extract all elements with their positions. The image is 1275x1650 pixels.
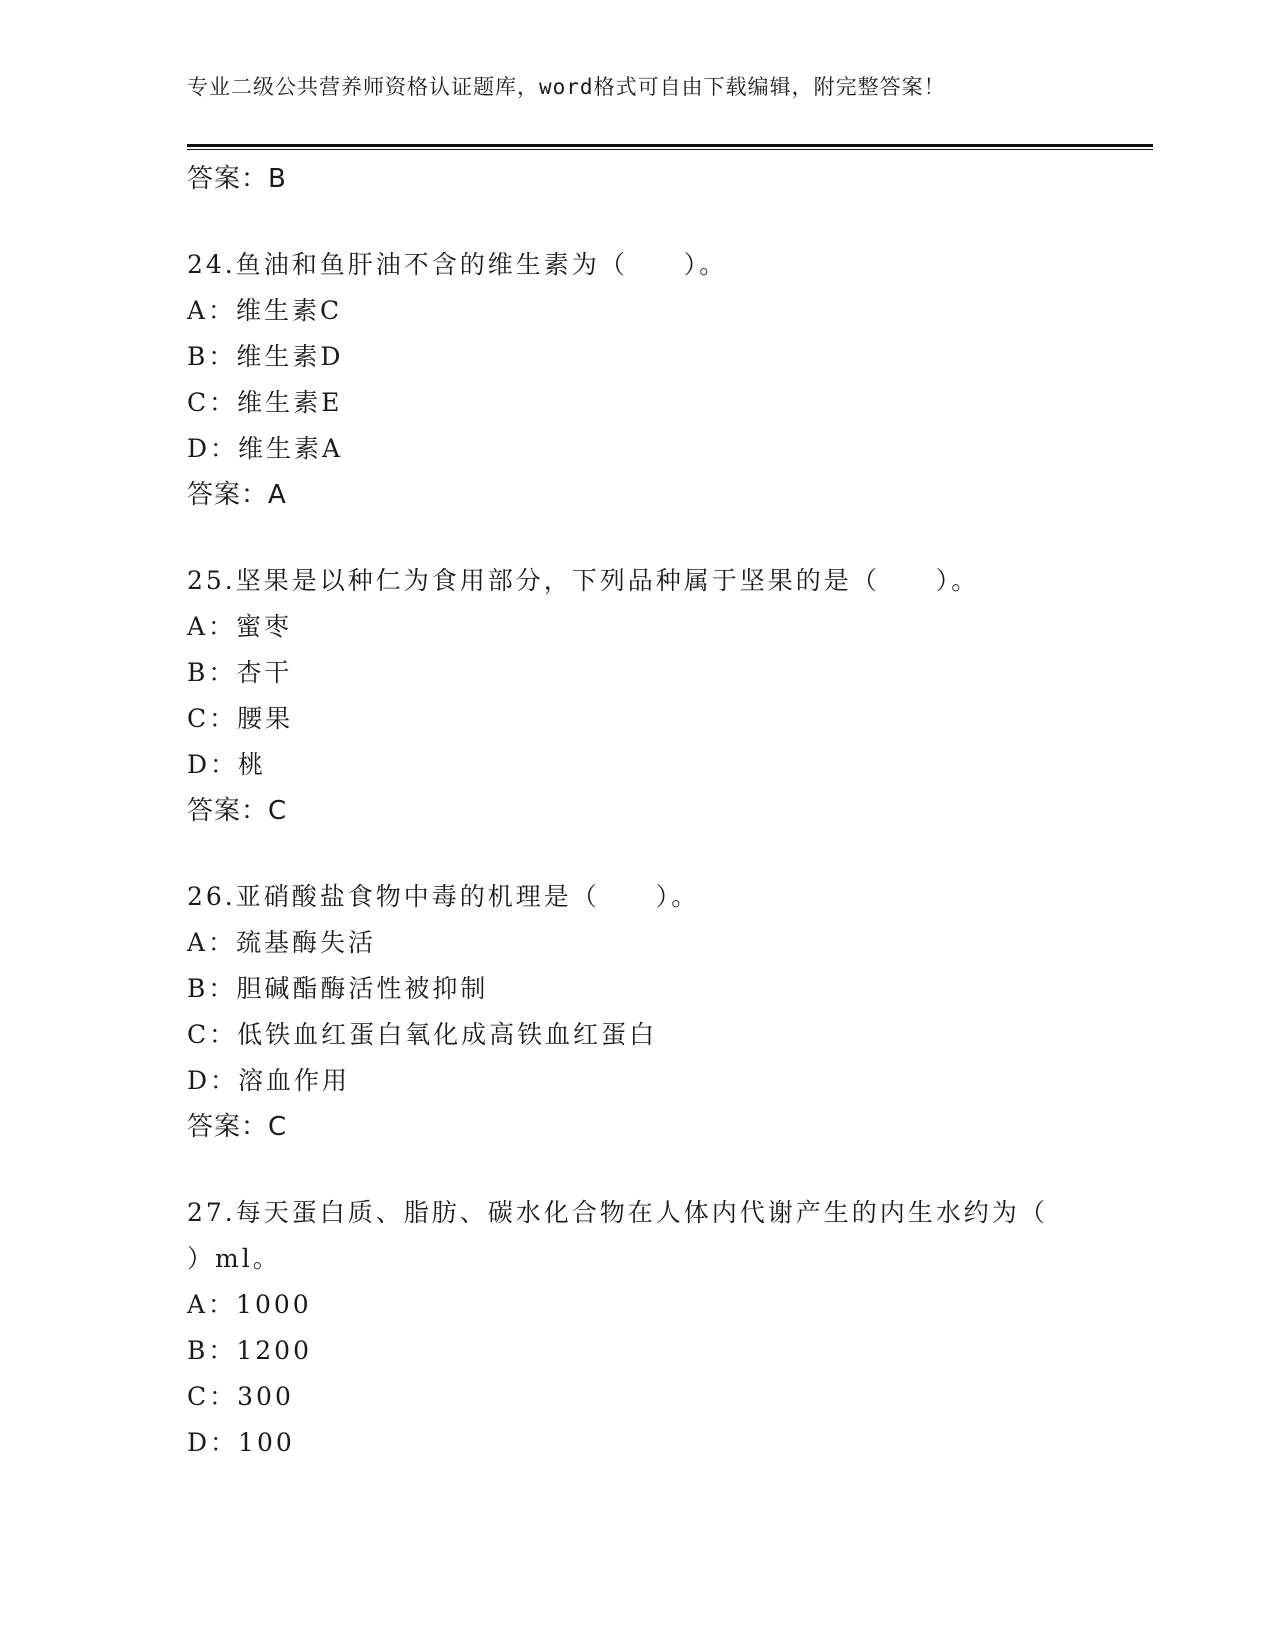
option-d: D：桃 (187, 750, 267, 779)
question-block (187, 874, 1117, 1150)
question-stem: 25.坚果是以种仁为食用部分，下列品种属于坚果的是（ ）。 (187, 566, 980, 595)
question-stem: 27.每天蛋白质、脂肪、碳水化合物在人体内代谢产生的内生水约为（ (187, 1198, 1048, 1227)
option-b: B：维生素D (187, 342, 344, 371)
question-block (187, 558, 1117, 834)
page-header: 专业二级公共营养师资格认证题库，word格式可自由下载编辑，附完整答案！ (187, 75, 946, 99)
answer-line: 答案：C (187, 796, 288, 826)
answer-line: 答案：B (187, 164, 287, 194)
question-list (187, 156, 1117, 1466)
question-stem: 24.鱼油和鱼肝油不含的维生素为（ ）。 (187, 250, 728, 279)
option-d: D：溶血作用 (187, 1066, 351, 1095)
header-rule-thick (187, 144, 1153, 147)
option-d: D：维生素A (187, 434, 344, 463)
spacer (187, 1150, 1117, 1190)
spacer (187, 518, 1117, 558)
option-c: C：腰果 (187, 704, 294, 733)
option-c: C：低铁血红蛋白氧化成高铁血红蛋白 (187, 1020, 658, 1049)
spacer (187, 834, 1117, 874)
option-b: B：胆碱酯酶活性被抑制 (187, 974, 489, 1003)
question-block (187, 1190, 1117, 1466)
option-d: D：100 (187, 1428, 295, 1457)
option-a: A：1000 (187, 1290, 312, 1319)
answer-line: 答案：C (187, 1112, 288, 1142)
option-b: B：杏干 (187, 658, 293, 687)
option-a: A：维生素C (187, 296, 343, 325)
option-a: A：巯基酶失活 (187, 928, 377, 957)
option-c: C：300 (187, 1382, 294, 1411)
header-rule-thin (187, 149, 1153, 150)
option-c: C：维生素E (187, 388, 343, 417)
question-stem: 26.亚硝酸盐食物中毒的机理是（ ）。 (187, 882, 700, 911)
question-block (187, 242, 1117, 518)
option-b: B：1200 (187, 1336, 312, 1365)
option-a: A：蜜枣 (187, 612, 293, 641)
spacer (187, 202, 1117, 242)
answer-line: 答案：A (187, 480, 287, 510)
question-stem-continued: ）ml。 (187, 1244, 281, 1273)
